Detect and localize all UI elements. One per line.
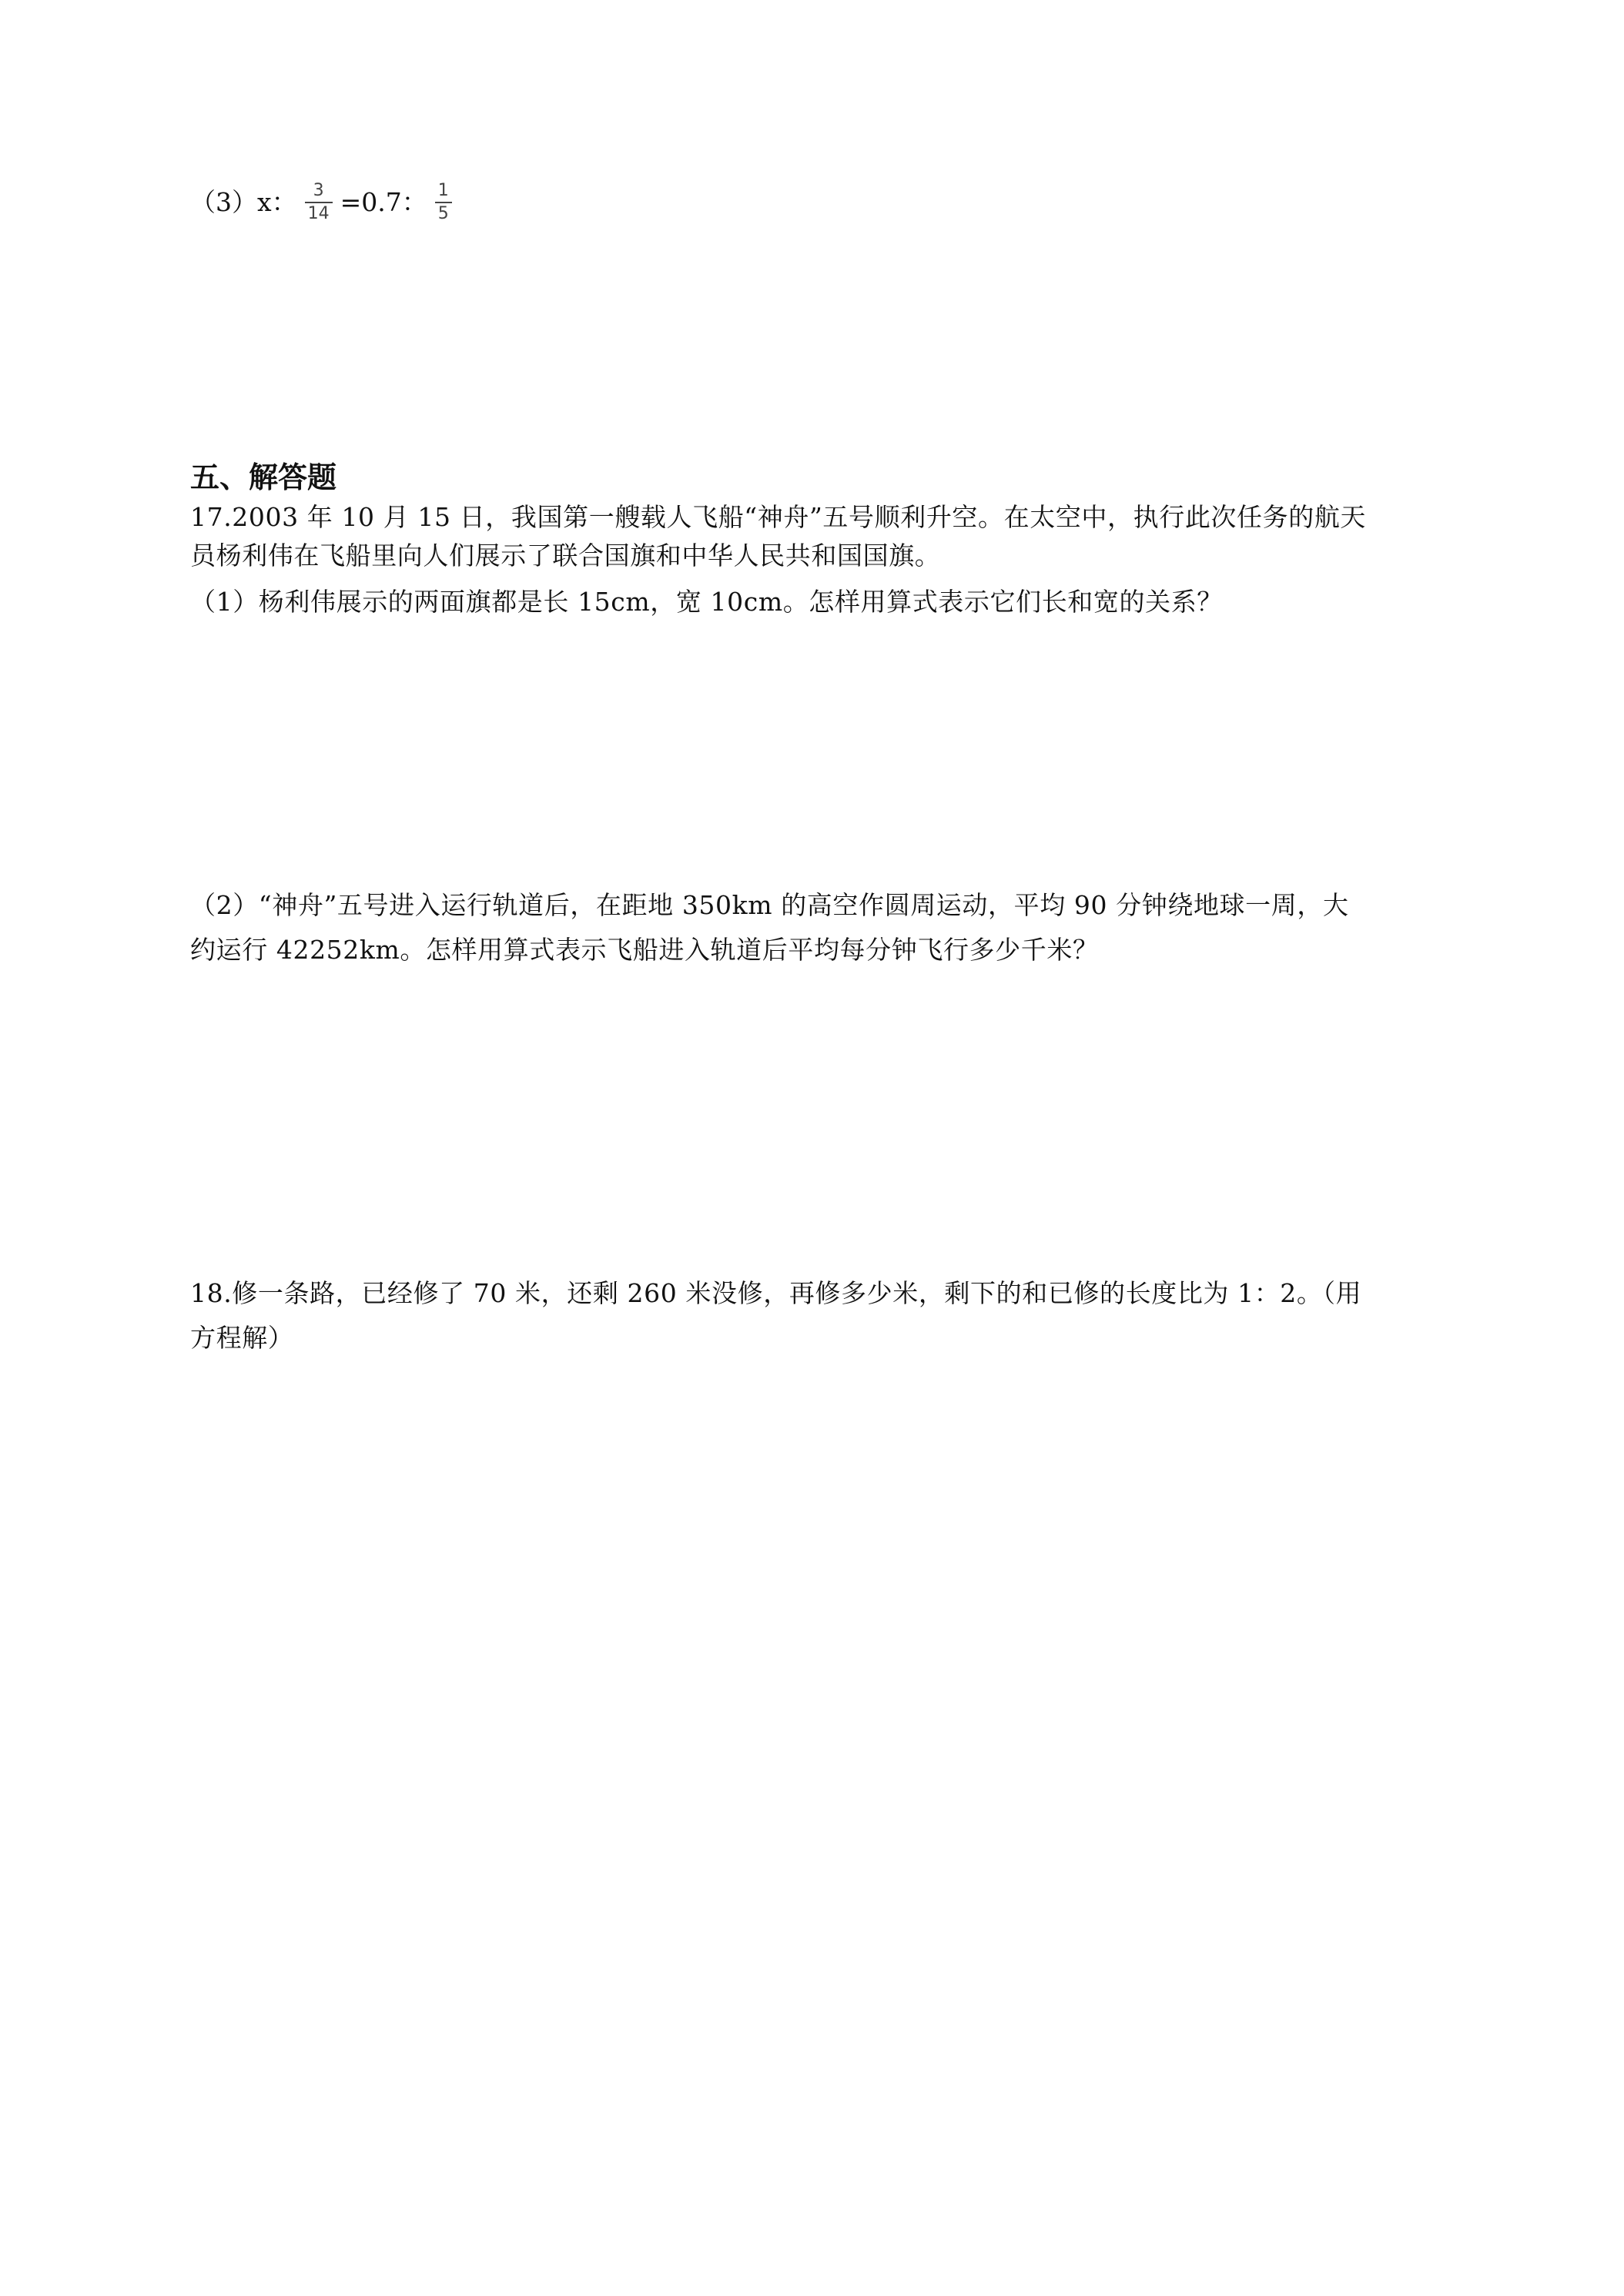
fraction-bar <box>435 202 452 203</box>
fraction-denominator: 5 <box>437 204 449 223</box>
q17-part-2-line-1: （2）“神舟”五号进入运行轨道后，在距地 350km 的高空作圆周运动，平均 90 分钟绕地球一周，大 <box>190 890 1349 920</box>
q18-line-1: 18.修一条路，已经修了 70 米，还剩 260 米没修，再修多少米，剩下的和已修的长度比为 1：2。（用 <box>190 1278 1362 1308</box>
equation-q3 <box>190 182 460 223</box>
fraction-denominator: 14 <box>307 204 330 223</box>
fraction-3-14 <box>305 182 333 223</box>
q17-part-1: （1）杨利伟展示的两面旗都是长 15cm，宽 10cm。怎样用算式表示它们长和宽的关系？ <box>190 587 1223 617</box>
q17-line-1: 17.2003 年 10 月 15 日，我国第一艘载人飞船“神舟”五号顺利升空。在太空中，执行此次任务的航天 <box>190 502 1367 532</box>
section-heading: 五、解答题 <box>190 460 337 494</box>
fraction-bar <box>305 202 333 203</box>
fraction-numerator: 1 <box>437 181 449 200</box>
q18-line-2: 方程解） <box>190 1323 294 1353</box>
equation-middle: =0.7： <box>340 187 427 217</box>
fraction-1-5 <box>435 182 452 223</box>
q17-part-2-line-2: 约运行 42252km。怎样用算式表示飞船进入轨道后平均每分钟飞行多少千米？ <box>190 935 1099 965</box>
q17-line-2: 员杨利伟在飞船里向人们展示了联合国旗和中华人民共和国国旗。 <box>190 541 941 571</box>
fraction-numerator: 3 <box>313 181 324 200</box>
equation-prefix: （3）x： <box>190 187 297 217</box>
